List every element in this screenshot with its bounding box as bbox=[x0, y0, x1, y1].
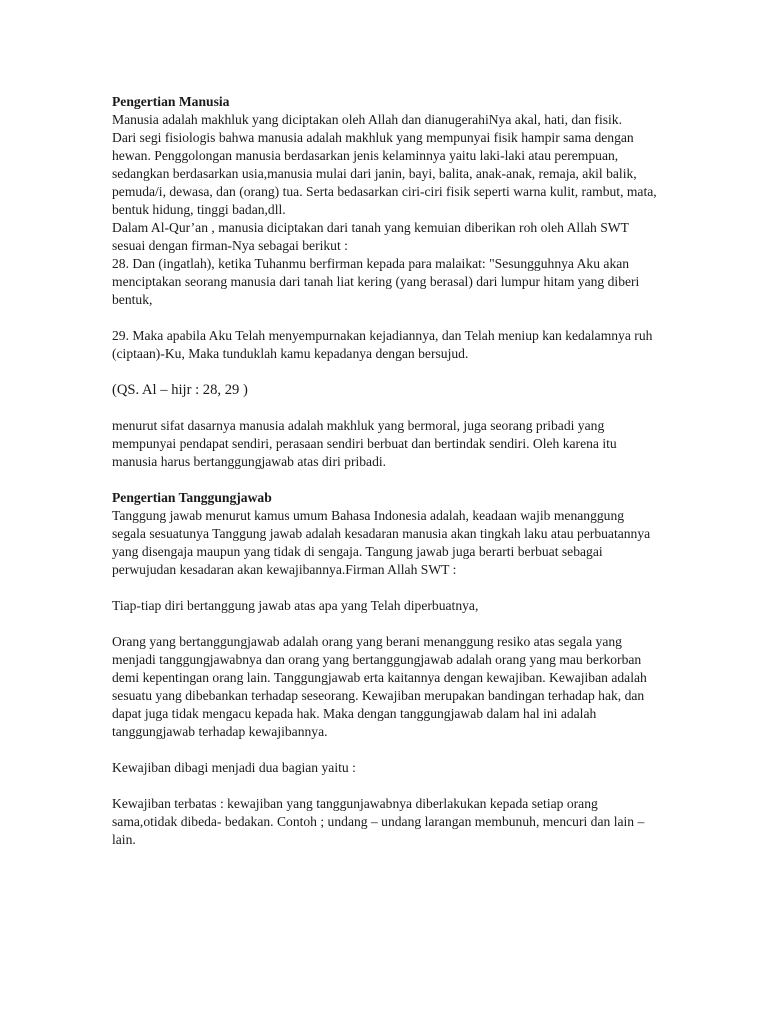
paragraph-quote: Tiap-tiap diri bertanggung jawab atas apa yang Telah diperbuatnya, bbox=[112, 598, 479, 613]
paragraph-definition: Manusia adalah makhluk yang diciptakan oleh Allah dan dianugerahiNya akal, hati, dan fisik. bbox=[112, 112, 622, 127]
spacer bbox=[112, 363, 660, 381]
paragraph-verse-28: 28. Dan (ingatlah), ketika Tuhanmu berfirman kepada para malaikat: "Sesungguhnya Aku akan menciptakan seorang manusia dari tanah liat kering (yang berasal) dari lumpur hitam yang diberi bentuk, bbox=[112, 256, 640, 307]
paragraph-quran-intro: Dalam Al-Qur’an , manusia diciptakan dari tanah yang kemuian diberikan roh oleh Allah SWT sesuai dengan firman-Nya sebagai berikut : bbox=[112, 220, 629, 253]
spacer bbox=[112, 309, 660, 327]
spacer bbox=[112, 615, 660, 633]
spacer bbox=[112, 471, 660, 489]
spacer bbox=[112, 399, 660, 417]
paragraph-verse-29: 29. Maka apabila Aku Telah menyempurnakan kejadiannya, dan Telah meniup kan kedalamnya ruh (ciptaan)-Ku, Maka tunduklah kamu kepadanya dengan bersujud. bbox=[112, 328, 653, 361]
spacer bbox=[112, 777, 660, 795]
paragraph-moral-nature: menurut sifat dasarnya manusia adalah makhluk yang bermoral, juga seorang pribadi yang mempunyai pendapat sendiri, perasaan sendiri berbuat dan bertindak sendiri. Oleh karena itu manusia harus bertanggungjawab atas diri pribadi. bbox=[112, 418, 617, 469]
spacer bbox=[112, 579, 660, 597]
heading-pengertian-manusia: Pengertian Manusia bbox=[112, 94, 230, 109]
spacer bbox=[112, 741, 660, 759]
paragraph-responsibility-definition: Tanggung jawab menurut kamus umum Bahasa Indonesia adalah, keadaan wajib menanggung segala sesuatunya Tanggung jawab adalah kesadaran manusia akan tingkah laku atau perbuatannya yang disengaja maupun yang tidak di sengaja. Tangung jawab juga berarti berbuat sebagai perwujudan kesadaran akan kewajibannya.Firman Allah SWT : bbox=[112, 508, 651, 577]
document-page bbox=[112, 93, 660, 849]
heading-pengertian-tanggungjawab: Pengertian Tanggungjawab bbox=[112, 490, 272, 505]
paragraph-physiology: Dari segi fisiologis bahwa manusia adalah makhluk yang mempunyai fisik hampir sama dengan hewan. Penggolongan manusia berdasarkan jenis kelaminnya yaitu laki-laki atau perempuan, sedangkan berdasarkan usia,manusia mulai dari janin, bayi, balita, anak-anak, remaja, akil balik, pemuda/i, dewasa, dan (orang) tua. Serta bedasarkan ciri-ciri fisik seperti warna kulit, rambut, mata, bentuk hidung, tinggi badan,dll. bbox=[112, 130, 657, 217]
verse-citation: (QS. Al – hijr : 28, 29 ) bbox=[112, 382, 248, 398]
paragraph-obligation-types: Kewajiban dibagi menjadi dua bagian yaitu : bbox=[112, 760, 356, 775]
paragraph-responsible-person: Orang yang bertanggungjawab adalah orang yang berani menanggung resiko atas segala yang menjadi tanggungjawabnya dan orang yang bertanggungjawab adalah orang yang mau berkorban demi kepentingan orang lain. Tanggungjawab erta kaitannya dengan kewajiban. Kewajiban adalah sesuatu yang dibebankan terhadap seseorang. Kewajiban merupakan bandingan terhadap hak, dan dapat juga tidak mengacu kepada hak. Maka dengan tanggungjawab dalam hal ini adalah tanggungjawab terhadap kewajibannya. bbox=[112, 634, 647, 739]
paragraph-limited-obligation: Kewajiban terbatas : kewajiban yang tanggunjawabnya diberlakukan kepada setiap orang sama,otidak dibeda- bedakan. Contoh ; undang – undang larangan membunuh, mencuri dan lain – lain. bbox=[112, 796, 645, 847]
